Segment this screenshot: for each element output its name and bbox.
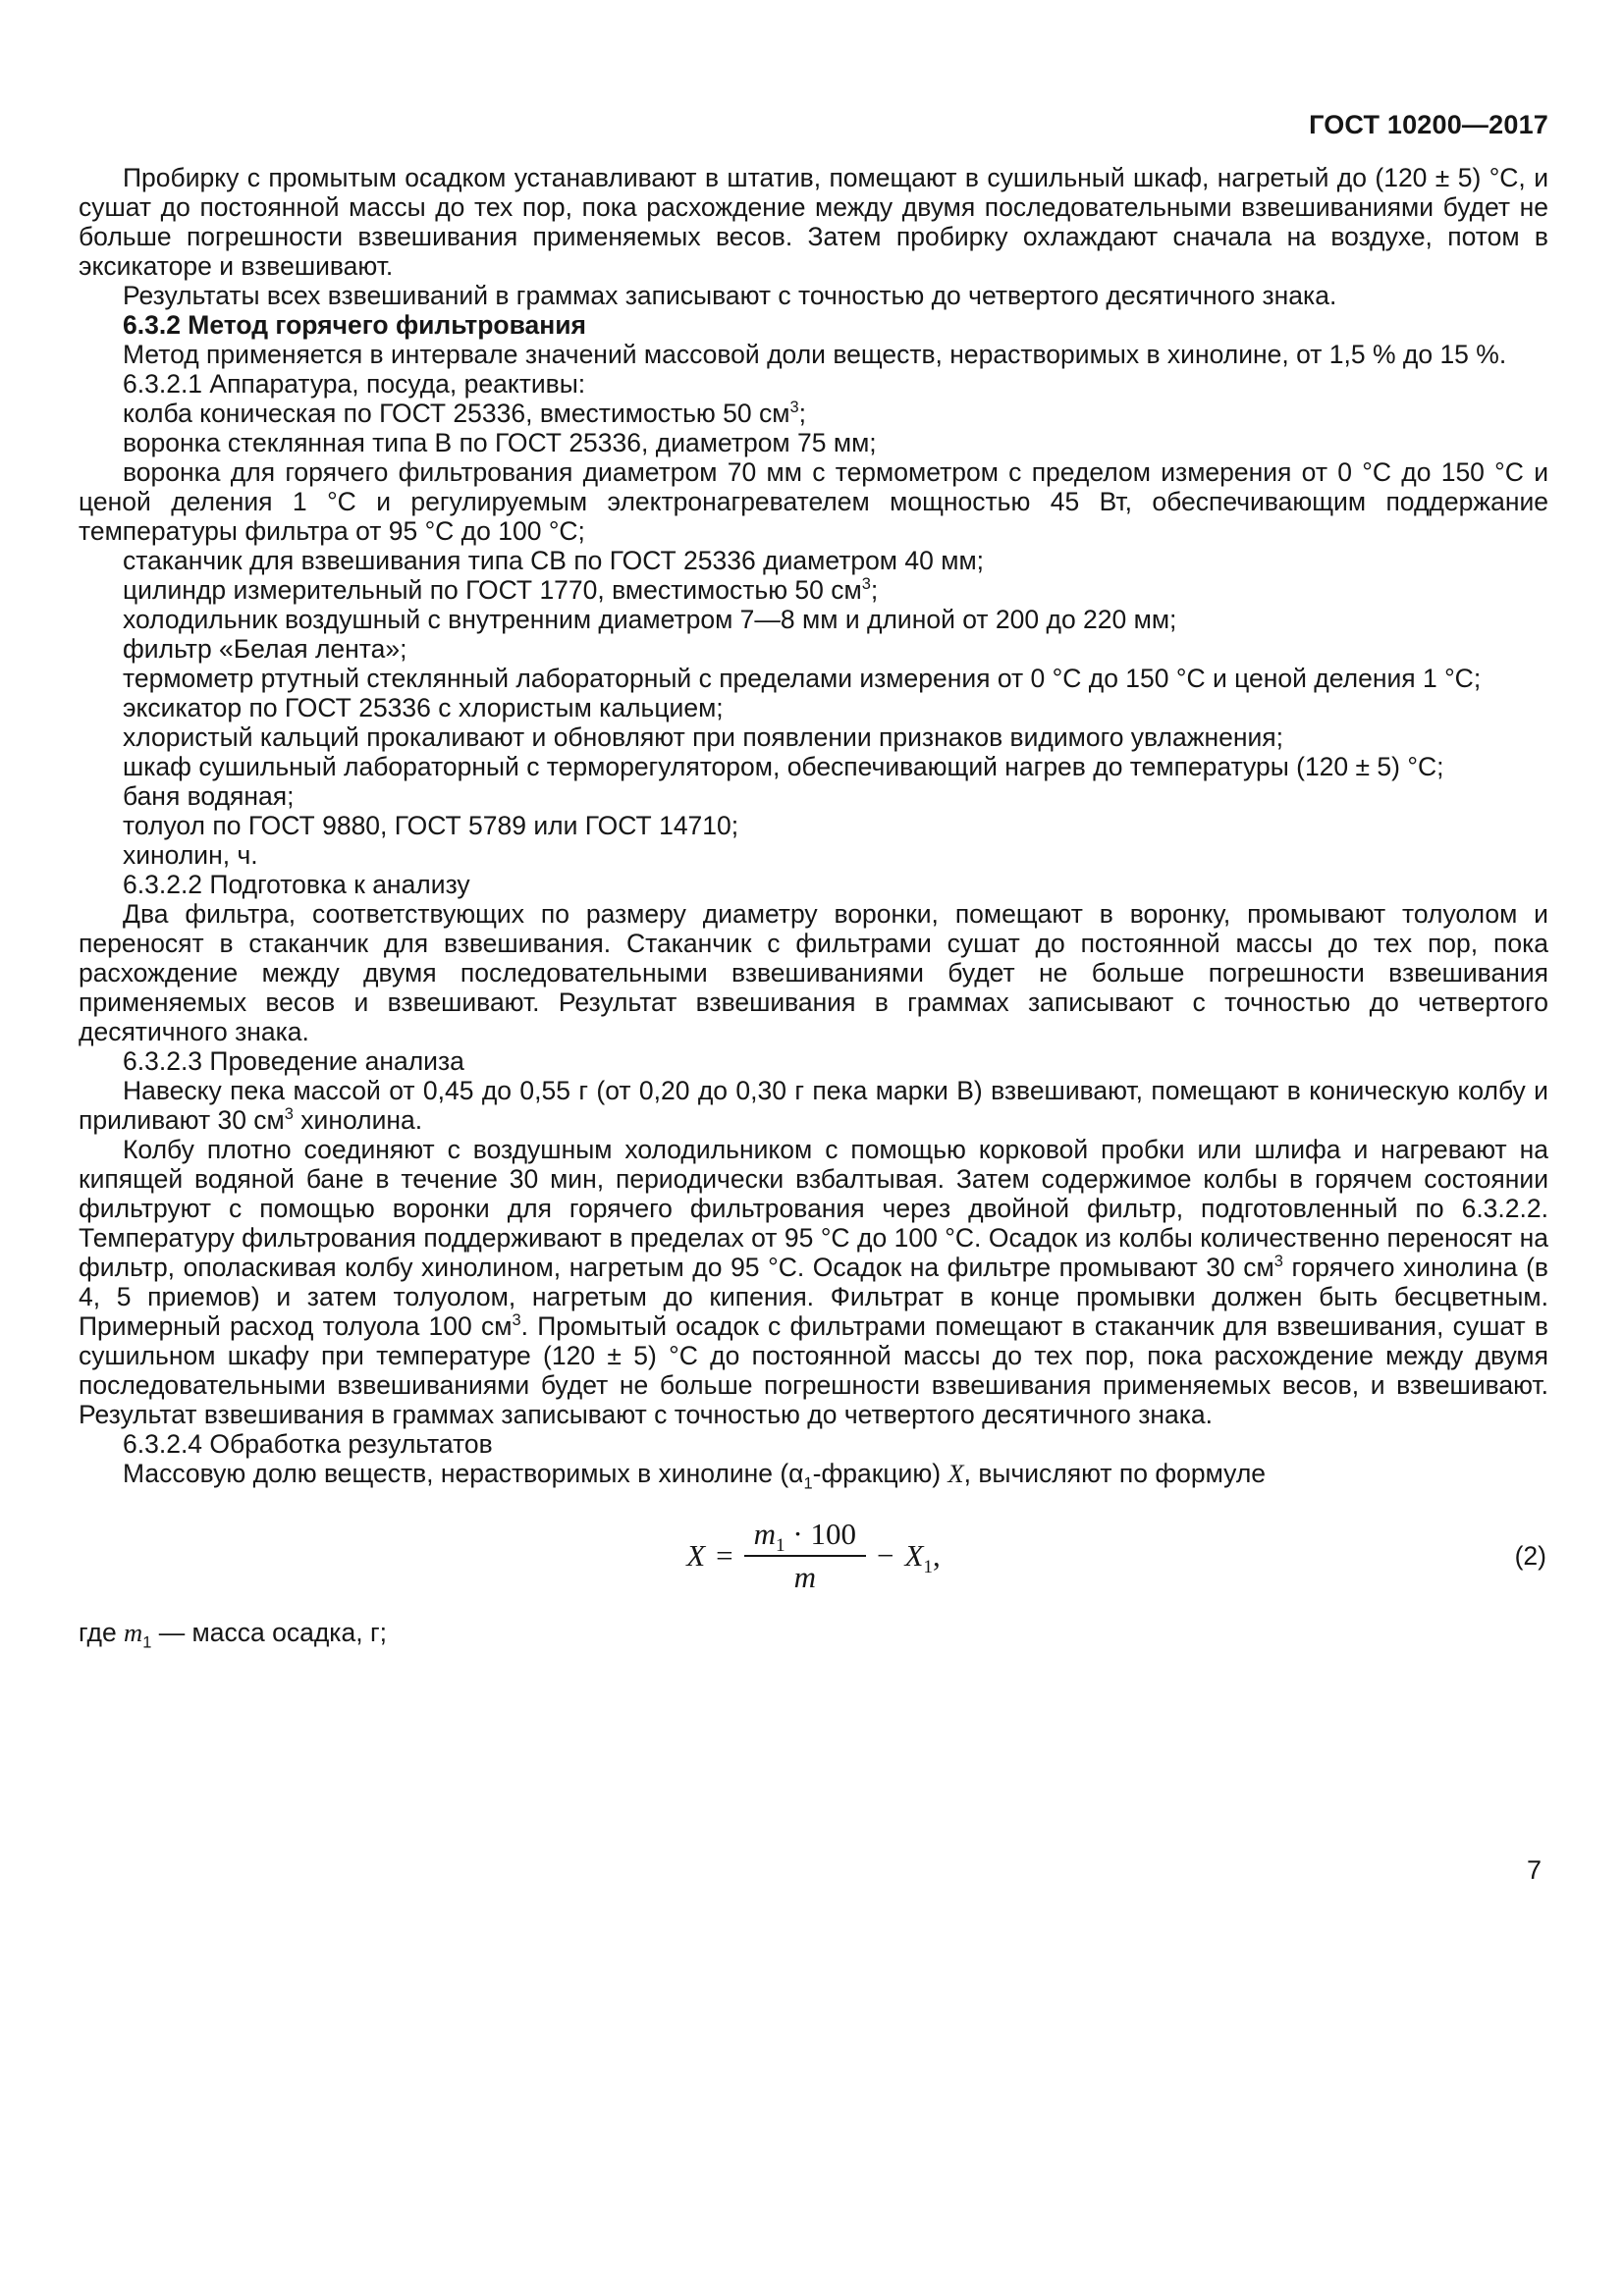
minus-sign: − bbox=[876, 1538, 894, 1574]
paragraph: холодильник воздушный с внутренним диаметром 7—8 мм и длиной от 200 до 220 мм; bbox=[123, 605, 1177, 634]
paragraph: эксикатор по ГОСТ 25336 с хлористым кальцием; bbox=[123, 693, 724, 722]
paragraph: 6.3.2.2 Подготовка к анализу bbox=[123, 870, 470, 899]
where-symbol-sub: 1 bbox=[142, 1633, 152, 1652]
paragraph: цилиндр измерительный по ГОСТ 1770, вместимостью 50 $см^3$; bbox=[123, 575, 879, 605]
paragraph: фильтр «Белая лента»; bbox=[123, 634, 407, 664]
where-prefix: где bbox=[79, 1618, 125, 1648]
paragraph: баня водяная; bbox=[123, 781, 295, 811]
numerator-sub: 1 bbox=[776, 1535, 785, 1557]
paragraph: Метод применяется в интервале значений массовой доли веществ, нерастворимых в хинолине, от 1,5 % до 15 %. bbox=[123, 340, 1507, 369]
page-number: 7 bbox=[1526, 1855, 1542, 1885]
paragraph: хлористый кальций прокаливают и обновляют при появлении признаков видимого увлажнения; bbox=[123, 722, 1283, 752]
where-clause bbox=[79, 1618, 1548, 1652]
fraction-numerator bbox=[744, 1518, 866, 1557]
paragraph: Колбу плотно соединяют с воздушным холодильником с помощью корковой пробки или шлифа и нагревают на кипящей водяной бане в течение 30 мин, периодически взбалтывая. Затем содержимое колбы в горячем состоянии фильтруют с помощью воронки для горячего фильтрования через двойной фильтр, подготовленный по 6.3.2.2. Температуру фильтрования поддерживают в пределах от 95 °С до 100 °С. Осадок из колбы количественно переносят на фильтр, ополаскивая колбу хинолином, нагретым до 95 °С. Осадок на фильтре промывают 30 $см^3$ горячего хинолина (в 4, 5 приемов) и затем толуолом, нагретым до кипения. Фильтрат в конце промывки должен быть бесцветным. Примерный расход толуола 100 $см^3$. Промытый осадок с фильтрами помещают в стаканчик для взвешивания, сушат в сушильном шкафу при температуре (120 ± 5) °С до постоянной массы до тех пор, пока расхождение между двумя последовательными взвешиваниями будет не больше погрешности взвешивания применяемых весов, и взвешивают. Результат взвешивания в граммах записывают с точностью до четвертого десятичного знака. bbox=[79, 1135, 1548, 1429]
doc-number: ГОСТ 10200—2017 bbox=[1309, 110, 1548, 139]
subtrahend-var: X bbox=[904, 1538, 924, 1574]
paragraph: колба коническая по ГОСТ 25336, вместимостью 50 $см^3$; bbox=[123, 399, 806, 428]
formula-comma: , bbox=[933, 1538, 941, 1574]
subtrahend-sub: 1 bbox=[923, 1557, 934, 1578]
paragraph: термометр ртутный стеклянный лабораторный с пределами измерения от 0 °С до 150 °С и ценой деления 1 °С; bbox=[123, 664, 1482, 693]
paragraph: хинолин, ч. bbox=[123, 840, 258, 870]
paragraph: Два фильтра, соответствующих по размеру диаметру воронки, помещают в воронку, промывают толуолом и переносят в стаканчик для взвешивания. Стаканчик с фильтрами сушат до постоянной массы до тех пор, пока расхождение между двумя последовательными взвешиваниями будет не больше погрешности взвешивания применяемых весов и взвешивают. Результат взвешивания в граммах записывают с точностью до четвертого десятичного знака. bbox=[79, 899, 1548, 1046]
denominator-var: m bbox=[793, 1560, 817, 1595]
where-description: — масса осадка, г; bbox=[151, 1618, 387, 1648]
paragraph: 6.3.2.1 Аппаратура, посуда, реактивы: bbox=[123, 369, 586, 399]
paragraph: 6.3.2.3 Проведение анализа bbox=[123, 1046, 464, 1076]
paragraph: шкаф сушильный лабораторный с терморегулятором, обеспечивающий нагрев до температуры (120 ± 5) °С; bbox=[123, 752, 1444, 781]
formula-lhs: X bbox=[686, 1538, 706, 1574]
formula-number: (2) bbox=[1514, 1541, 1546, 1572]
equals-sign: = bbox=[716, 1538, 733, 1574]
document-body bbox=[79, 163, 1548, 1652]
formula-expression bbox=[686, 1518, 941, 1594]
paragraph: воронка для горячего фильтрования диаметром 70 мм с термометром с пределом измерения от 0 °С до 150 °С и ценой деления 1 °С и регулируемым электронагревателем мощностью 45 Вт, обеспечивающим поддержание температуры фильтра от 95 °С до 100 °С; bbox=[79, 457, 1548, 546]
paragraph: Навеску пека массой от 0,45 до 0,55 г (от 0,20 до 0,30 г пека марки В) взвешивают, помещают в коническую колбу и приливают 30 $см^3$ хинолина. bbox=[79, 1076, 1548, 1135]
fraction-denominator bbox=[794, 1557, 816, 1594]
section-heading: 6.3.2 Метод горячего фильтрования bbox=[123, 310, 587, 340]
formula-subtrahend bbox=[904, 1538, 941, 1578]
paragraph: Пробирку с промытым осадком устанавливают в штатив, помещают в сушильный шкаф, нагретый до (120 ± 5) °С, и сушат до постоянной массы до тех пор, пока расхождение между двумя последовательными взвешиваниями будет не больше погрешности взвешивания применяемых весов. Затем пробирку охлаждают сначала на воздухе, потом в эксикаторе и взвешивают. bbox=[79, 163, 1548, 281]
paragraph: Массовую долю веществ, нерастворимых в хинолине $(\alpha_1-фракцию)$ X, вычисляют по формуле bbox=[123, 1459, 1267, 1493]
numerator-var: m bbox=[753, 1517, 777, 1551]
paragraph: Результаты всех взвешиваний в граммах записывают с точностью до четвертого десятичного знака. bbox=[123, 281, 1337, 310]
where-symbol: m bbox=[124, 1618, 143, 1648]
paragraph: воронка стеклянная типа В по ГОСТ 25336, диаметром 75 мм; bbox=[123, 428, 877, 457]
fraction bbox=[744, 1518, 866, 1594]
document-blocks bbox=[79, 163, 1548, 1493]
formula-block bbox=[79, 1518, 1548, 1594]
paragraph: стаканчик для взвешивания типа СВ по ГОСТ 25336 диаметром 40 мм; bbox=[123, 546, 985, 575]
paragraph: 6.3.2.4 Обработка результатов bbox=[123, 1429, 493, 1459]
numerator-rest: · 100 bbox=[785, 1517, 856, 1551]
paragraph: толуол по ГОСТ 9880, ГОСТ 5789 или ГОСТ 14710; bbox=[123, 811, 739, 840]
